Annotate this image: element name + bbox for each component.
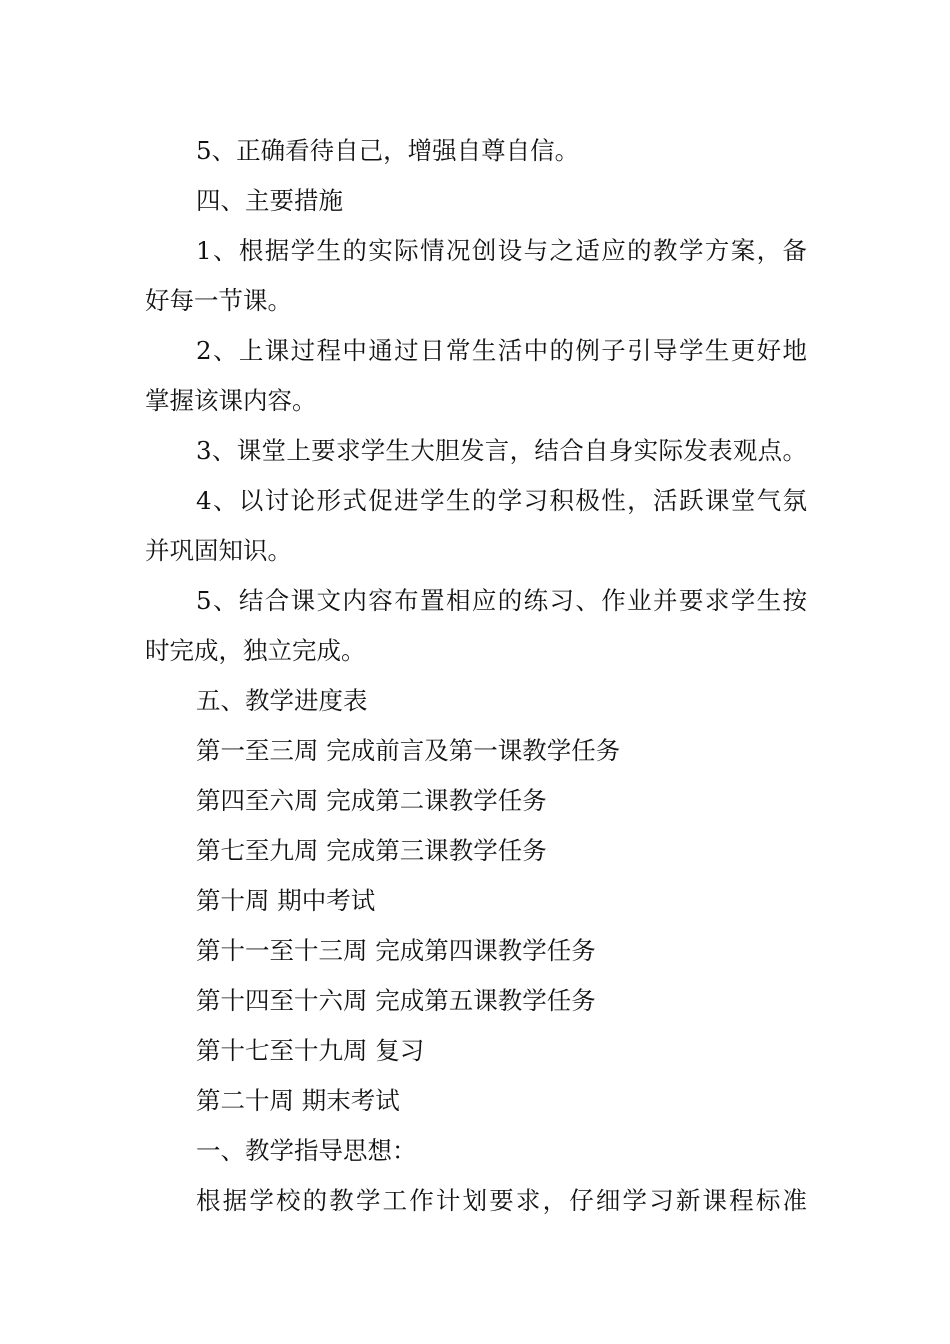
section-heading: 五、教学进度表 xyxy=(196,686,368,715)
text-line: 根据学校的教学工作计划要求，仔细学习新课程标准 xyxy=(196,1186,807,1215)
text-line: 时完成，独立完成。 xyxy=(145,636,366,665)
text-line: 1、根据学生的实际情况创设与之适应的教学方案，备 xyxy=(196,236,807,265)
text-line: 4、以讨论形式促进学生的学习积极性，活跃课堂气氛 xyxy=(196,486,807,515)
text-line: 2、上课过程中通过日常生活中的例子引导学生更好地 xyxy=(196,336,807,365)
schedule-line: 第二十周 期末考试 xyxy=(196,1086,400,1115)
section-heading: 一、教学指导思想： xyxy=(196,1136,417,1165)
schedule-line: 第一至三周 完成前言及第一课教学任务 xyxy=(196,736,621,765)
schedule-line: 第十四至十六周 完成第五课教学任务 xyxy=(196,986,596,1015)
schedule-line: 第十一至十三周 完成第四课教学任务 xyxy=(196,936,596,965)
text-line: 5、结合课文内容布置相应的练习、作业并要求学生按 xyxy=(196,586,807,615)
text-line: 好每一节课。 xyxy=(145,286,292,315)
text-line: 3、课堂上要求学生大胆发言，结合自身实际发表观点。 xyxy=(196,436,807,465)
schedule-line: 第七至九周 完成第三课教学任务 xyxy=(196,836,547,865)
text-line: 并巩固知识。 xyxy=(145,536,292,565)
schedule-line: 第十七至十九周 复习 xyxy=(196,1036,425,1065)
schedule-line: 第四至六周 完成第二课教学任务 xyxy=(196,786,547,815)
text-line: 5、正确看待自己，增强自尊自信。 xyxy=(196,136,580,165)
schedule-line: 第十周 期中考试 xyxy=(196,886,376,915)
document-body xyxy=(145,126,807,1226)
text-line: 掌握该课内容。 xyxy=(145,386,317,415)
section-heading: 四、主要措施 xyxy=(196,186,343,215)
